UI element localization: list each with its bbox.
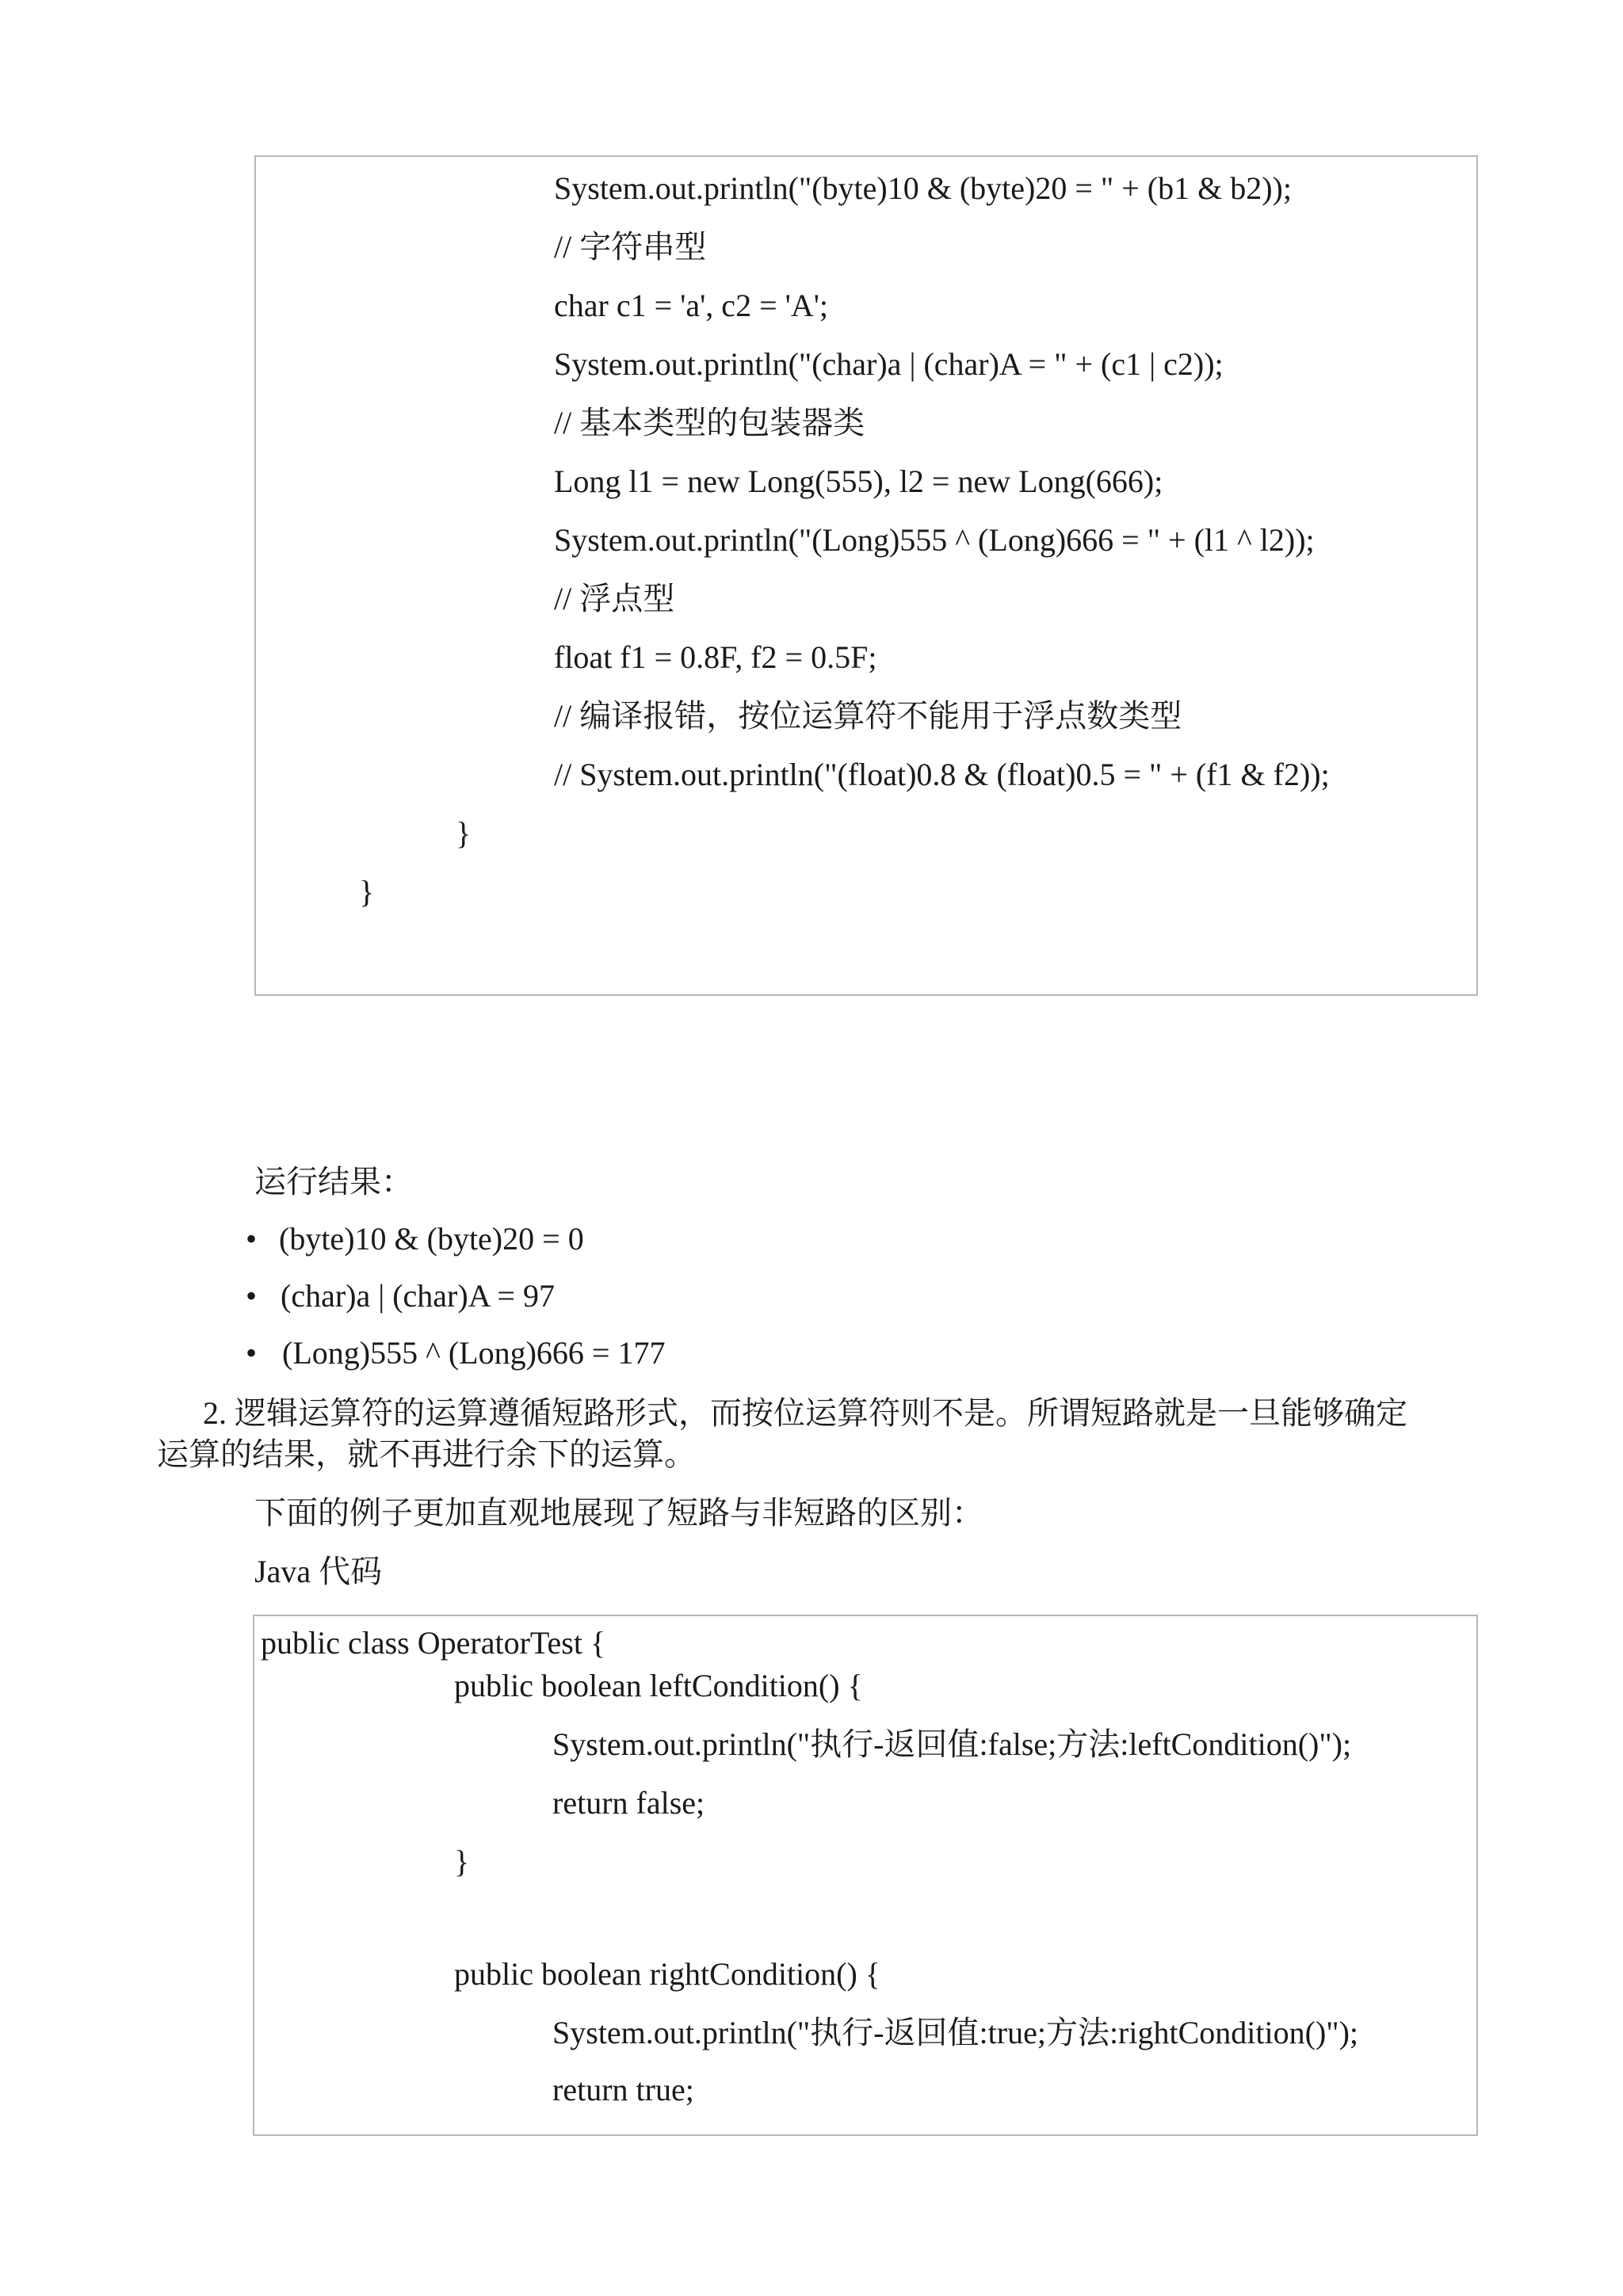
code-line: System.out.println("(byte)10 & (byte)20 = " + (b1 & b2)); [554, 170, 1292, 206]
code-line: public class OperatorTest { [261, 1625, 606, 1661]
code-line: public boolean leftCondition() { [454, 1668, 863, 1703]
bullet-icon: • [246, 1221, 258, 1257]
code-line: System.out.println("执行-返回值:false;方法:leftCondition()"); [552, 1726, 1352, 1762]
code-closing-brace: } [454, 1844, 470, 1879]
code-comment: // 字符串型 [554, 229, 707, 265]
code-line: System.out.println("执行-返回值:true;方法:rightCondition()"); [552, 2015, 1359, 2050]
bullet-icon: • [246, 1335, 258, 1371]
code-line: return false; [552, 1785, 705, 1821]
code-line: return true; [552, 2072, 694, 2107]
code-comment: // 浮点型 [554, 581, 675, 616]
code-line: Long l1 = new Long(555), l2 = new Long(666); [554, 463, 1163, 499]
code-line: System.out.println("(char)a | (char)A = " + (c1 | c2)); [554, 346, 1224, 382]
code-line: float f1 = 0.8F, f2 = 0.5F; [554, 639, 877, 675]
code-comment: // 基本类型的包装器类 [554, 405, 865, 441]
bullet-icon: • [246, 1278, 258, 1314]
code-closing-brace: } [359, 874, 375, 910]
code-line: public boolean rightCondition() { [454, 1956, 881, 1992]
code-block-2 [253, 1615, 1478, 2136]
code-label: Java 代码 [254, 1554, 383, 1589]
result-item: (char)a | (char)A = 97 [281, 1278, 555, 1314]
code-block-1 [254, 155, 1478, 996]
code-line: char c1 = 'a', c2 = 'A'; [554, 288, 829, 323]
example-intro: 下面的例子更加直观地展现了短路与非短路的区别： [254, 1495, 983, 1531]
code-comment: // 编译报错，按位运算符不能用于浮点数类型 [554, 698, 1182, 734]
code-comment: // System.out.println("(float)0.8 & (float)0.5 = " + (f1 & f2)); [554, 757, 1330, 792]
result-item: (Long)555 ^ (Long)666 = 177 [282, 1335, 666, 1371]
paragraph-line: 运算的结果，就不再进行余下的运算。 [157, 1436, 696, 1472]
code-closing-brace: } [456, 815, 472, 851]
result-item: (byte)10 & (byte)20 = 0 [279, 1221, 584, 1257]
paragraph-line: 2. 逻辑运算符的运算遵循短路形式，而按位运算符则不是。所谓短路就是一旦能够确定 [203, 1395, 1407, 1431]
code-line: System.out.println("(Long)555 ^ (Long)666 = " + (l1 ^ l2)); [554, 522, 1315, 558]
result-heading: 运行结果： [254, 1164, 413, 1199]
